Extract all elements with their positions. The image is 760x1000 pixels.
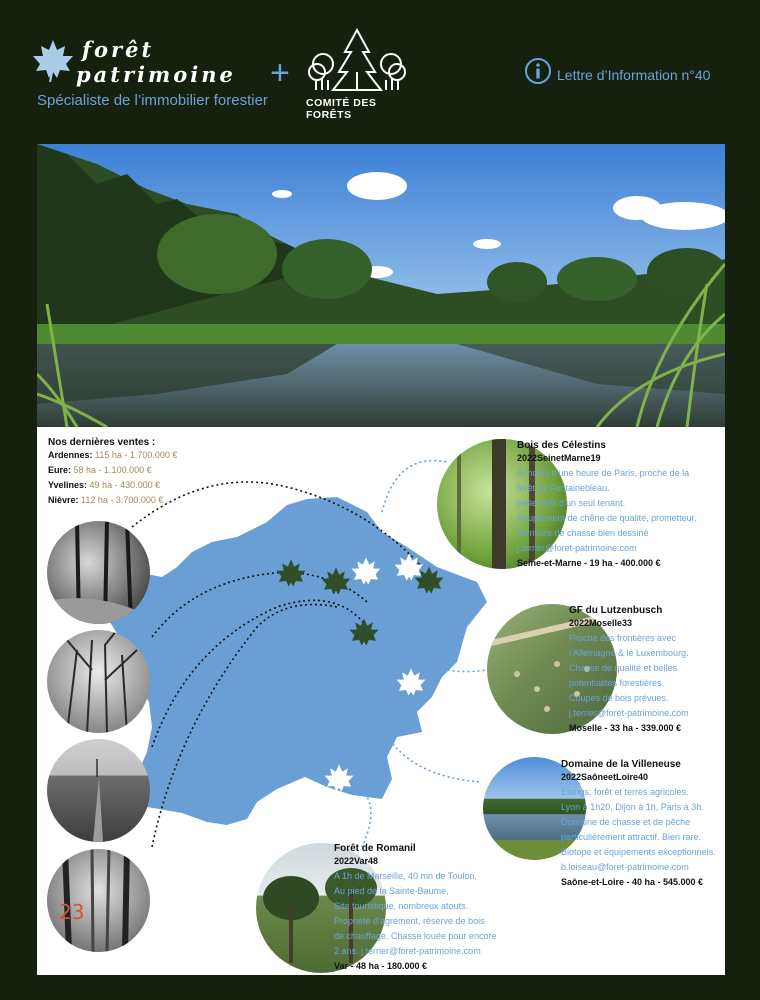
tagline: Spécialiste de l’immobilier forestier (37, 92, 268, 109)
sale-region: Nièvre: (48, 495, 79, 505)
desc-line: Proche des frontières avec (569, 633, 677, 643)
sale-photo-ardennes (47, 521, 150, 624)
desc-line: de chauffage. Chasse louée pour encore (334, 931, 497, 941)
leaf-marker-icon (320, 565, 352, 597)
recent-sales-title: Nos dernières ventes : (48, 437, 156, 448)
desc-line: Site touristique, nombreux atouts. (334, 901, 469, 911)
desc-line: particulièrement attractif. Bien rare. (561, 832, 702, 842)
property-price: Seine-et-Marne - 19 ha - 400.000 € (517, 558, 661, 568)
property-title: Domaine de la Villeneuse (561, 759, 681, 770)
newsletter-label: Lettre d’Information n°40 (557, 67, 711, 83)
desc-line: Domaine de chasse et de pêche (561, 817, 691, 827)
newsletter-badge (524, 57, 734, 87)
desc-line: Au pied de la Sainte-Baume, (334, 886, 449, 896)
sale-region: Eure: (48, 465, 72, 475)
property-title: GF du Lutzenbusch (569, 605, 663, 616)
property-description (517, 466, 727, 556)
maple-leaf-logo-icon (30, 38, 76, 84)
sale-row (48, 463, 248, 478)
property-title: Forêt de Romanil (334, 843, 416, 854)
desc-line: belle forêt d’un seul tenant. (517, 498, 626, 508)
property-price: Moselle - 33 ha - 339.000 € (569, 723, 682, 733)
sale-region: Ardennes: (48, 450, 93, 460)
plus-sign: + (270, 54, 290, 92)
desc-line: Coupes de bois prévues. (569, 693, 669, 703)
desc-line: Territoire de chasse bien dessiné (517, 528, 649, 538)
property-ref: 2022Moselle33 (569, 618, 633, 628)
svg-text:23: 23 (59, 900, 85, 924)
contact-email[interactable]: b.loiseau@foret-patrimoine.com (561, 862, 689, 872)
brand-name-line1: forêt (82, 37, 155, 62)
desc-line: A moins d’une heure de Paris, proche de la (517, 468, 690, 478)
desc-line: Etangs, forêt et terres agricoles. (561, 787, 689, 797)
desc-line: Lyon à 1h20, Dijon à 1h, Paris à 3h. (561, 802, 704, 812)
recent-sales (48, 437, 248, 508)
sale-value: 112 ha - 3.700.000 € (81, 495, 164, 505)
property-card (517, 440, 727, 568)
desc-line: A 1h de Marseille, 40 mn de Toulon. (334, 871, 477, 881)
desc-line: potentialités forestières. (569, 678, 665, 688)
leaf-marker-icon (323, 762, 355, 794)
desc-line: Chasse de qualité et belles (569, 663, 678, 673)
contact-email[interactable]: j.terrier@foret-patrimoine.com (517, 543, 637, 553)
desc-line: Propriété d’agrément, réserve de bois (334, 916, 485, 926)
sale-photo-yvelines (47, 739, 150, 842)
contact-email[interactable]: 2 ans. j.terrier@foret-patrimoine.com (334, 946, 481, 956)
brand-name-line2: patrimoine (76, 62, 236, 87)
sale-photo-eure (47, 630, 150, 733)
sale-row (48, 478, 248, 493)
desc-line: Peuplement de chêne de qualité, prometteur. (517, 513, 697, 523)
sale-value: 58 ha - 1.100.000 € (73, 465, 152, 475)
sale-value: 49 ha - 430.000 € (89, 480, 161, 490)
leaf-marker-icon (348, 616, 380, 648)
property-card (561, 759, 726, 887)
contact-email[interactable]: j.terrier@foret-patrimoine.com (569, 708, 689, 718)
property-price: Var - 48 ha - 180.000 € (334, 961, 428, 971)
leaf-marker-icon (350, 555, 382, 587)
leaf-marker-icon (395, 666, 427, 698)
property-ref: 2022SaôneetLoire40 (561, 772, 649, 782)
partner-logo (303, 28, 413, 121)
property-ref: 2022Var48 (334, 856, 379, 866)
desc-line: forêt de Fontainebleau. (517, 483, 610, 493)
property-description (569, 631, 729, 721)
hero-lake-photo (37, 144, 725, 427)
property-card (569, 605, 729, 733)
partner-name: COMITÉ DES FORÊTS (306, 97, 377, 121)
sale-row (48, 493, 248, 508)
property-card (334, 843, 504, 971)
property-ref: 2022SeinetMarne19 (517, 453, 601, 463)
sale-value: 115 ha - 1.700.000 € (95, 450, 178, 460)
leaf-marker-icon (275, 557, 307, 589)
sale-region: Yvelines: (48, 480, 88, 490)
trees-logo-icon (305, 28, 409, 94)
desc-line: l’Allemagne & le Luxembourg. (569, 648, 689, 658)
property-description (334, 869, 504, 959)
desc-line: Biotope et équipements exceptionnels. (561, 847, 716, 857)
info-icon (524, 57, 552, 85)
property-title: Bois des Célestins (517, 440, 606, 451)
sale-photo-nievre (47, 849, 150, 952)
property-description (561, 785, 726, 875)
property-price: Saône-et-Loire - 40 ha - 545.000 € (561, 877, 704, 887)
leaf-marker-icon (413, 564, 445, 596)
sale-row (48, 448, 248, 463)
